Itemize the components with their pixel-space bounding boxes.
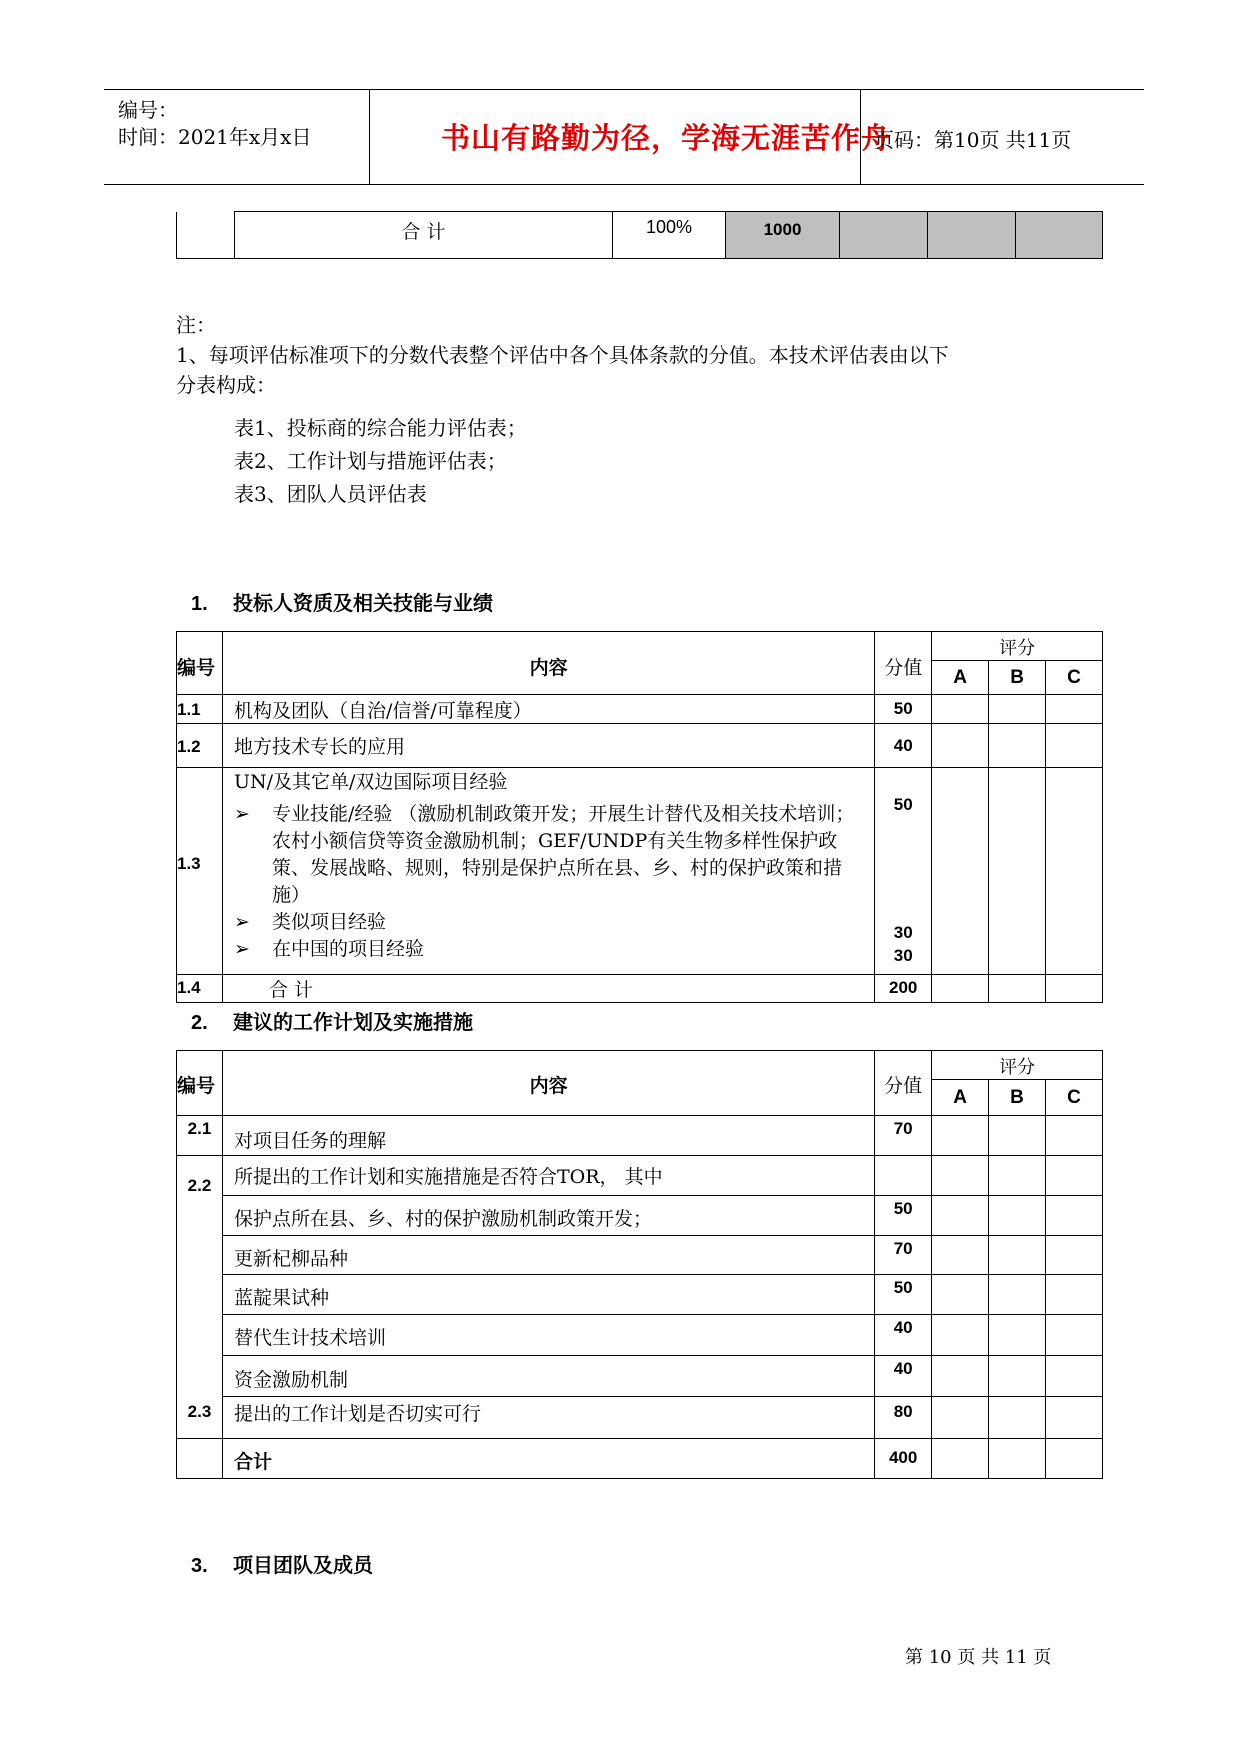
- s2-row-no-cell: [177, 1116, 223, 1156]
- s2-sub-content-cell: [222, 1236, 874, 1275]
- s2-row-content: 对项目任务的理解: [233, 1130, 386, 1152]
- header-motto: 书山有路勤为径，学海无涯苦作舟: [440, 121, 891, 155]
- s2-total-score-cell: [875, 1439, 932, 1479]
- total-rating-a-cell: [840, 212, 928, 259]
- page-footer: 第 10 页 共 11 页: [905, 1647, 1052, 1668]
- s1-header-a: A: [953, 667, 967, 688]
- s2-sub-content-cell: [222, 1196, 874, 1236]
- s2-row-score-cell: [875, 1397, 932, 1439]
- s1-row-b: [989, 724, 1046, 768]
- section1-title: 投标人资质及相关技能与业绩: [233, 593, 493, 615]
- s2-sub-score: 70: [893, 1239, 913, 1258]
- s1-row-score-cell: [875, 724, 932, 768]
- s1-total-no-cell: [177, 975, 223, 1003]
- s2-row-no-cell: [177, 1397, 223, 1439]
- s2-row-a: [932, 1397, 989, 1439]
- s1-row13-title: UN/及其它单/双边国际项目经验: [233, 771, 508, 793]
- s1-header-rating: 评分: [999, 638, 1036, 659]
- s2-row-c: [1046, 1236, 1103, 1275]
- s1-row13-bullet: [234, 801, 860, 909]
- s2-sub-content: 蓝靛果试种: [233, 1287, 329, 1309]
- s2-row-a: [932, 1439, 989, 1479]
- total-label-cell: [235, 212, 613, 259]
- s2-row22-title-cell: [222, 1156, 874, 1196]
- s2-header-a: A: [953, 1087, 967, 1108]
- total-score-cell: [726, 212, 840, 259]
- s1-row-b: [989, 695, 1046, 724]
- total-rating-b-cell: [928, 212, 1016, 259]
- section2-heading: [191, 1006, 473, 1035]
- s1-row-no: 1.1: [177, 700, 201, 719]
- s2-sub-score: 40: [893, 1318, 913, 1337]
- s1-header-no-cell: [177, 632, 223, 695]
- s1-row-c: [1046, 768, 1103, 975]
- s2-header-b-cell: [989, 1080, 1046, 1116]
- total-percent-cell: [613, 212, 726, 259]
- s1-header-rating-cell: [932, 632, 1103, 661]
- s2-row-a: [932, 1315, 989, 1356]
- section3-heading: [191, 1549, 373, 1578]
- total-table: [176, 211, 1103, 259]
- s1-header-score-cell: [875, 632, 932, 695]
- s1-row-c: [1046, 695, 1103, 724]
- s1-row-a: [932, 975, 989, 1003]
- s1-row13-score: 30: [893, 923, 913, 942]
- s1-row-no-cell: [177, 695, 223, 724]
- s1-row-b: [989, 975, 1046, 1003]
- note-item-1: 表1、投标商的综合能力评估表；: [234, 416, 527, 440]
- s2-header-no-cell: [177, 1051, 223, 1116]
- s2-sub-score-cell: [875, 1196, 932, 1236]
- s2-row-c: [1046, 1275, 1103, 1315]
- note-text-line2: 分表构成：: [176, 373, 276, 397]
- s2-sub-content-cell: [222, 1275, 874, 1315]
- s2-row-b: [989, 1116, 1046, 1156]
- s1-row-no: 1.2: [177, 737, 201, 756]
- s2-row-content-cell: [222, 1116, 874, 1156]
- s1-row-content: 机构及团队（自治/信誉/可靠程度）: [233, 700, 532, 722]
- s2-sub-content: 资金激励机制: [233, 1369, 348, 1391]
- s2-sub-content: 更新杞柳品种: [233, 1248, 348, 1270]
- s2-sub-content: 保护点所在县、乡、村的保护激励机制政策开发；: [233, 1208, 652, 1230]
- s1-row-content: 地方技术专长的应用: [233, 736, 405, 758]
- total-label: 合 计: [401, 221, 446, 243]
- s2-row-score: 80: [893, 1402, 913, 1421]
- arrow-bullet-icon: ➢: [233, 803, 250, 825]
- s2-row22-no-cell: [177, 1156, 223, 1397]
- s2-row-content: 提出的工作计划是否切实可行: [233, 1403, 481, 1425]
- s2-row-c: [1046, 1356, 1103, 1397]
- s2-total-score: 400: [888, 1448, 918, 1467]
- s2-row-b: [989, 1315, 1046, 1356]
- s1-header-score: 分值: [884, 657, 923, 679]
- total-rating-c-cell: [1016, 212, 1103, 259]
- s2-row-content-cell: [222, 1397, 874, 1439]
- section1-heading: [191, 587, 493, 616]
- s1-header-b-cell: [989, 661, 1046, 695]
- s1-row-content-cell: [222, 724, 874, 768]
- s2-header-rating-cell: [932, 1051, 1103, 1080]
- s2-row-b: [989, 1236, 1046, 1275]
- s2-sub-score-cell: [875, 1275, 932, 1315]
- s1-total-label: 合 计: [268, 979, 313, 1001]
- s2-header-b: B: [1010, 1087, 1024, 1108]
- s2-total-no-cell: [177, 1439, 223, 1479]
- s1-header-b: B: [1010, 667, 1024, 688]
- section2-number: 2.: [191, 1012, 208, 1034]
- total-percent: 100%: [645, 217, 693, 237]
- s2-row-b: [989, 1356, 1046, 1397]
- s2-sub-content: 替代生计技术培训: [233, 1327, 386, 1349]
- s2-sub-score: 50: [893, 1278, 913, 1297]
- s2-row-b: [989, 1196, 1046, 1236]
- s1-header-content: 内容: [529, 658, 568, 679]
- s2-row-a: [932, 1196, 989, 1236]
- s2-row-score: 70: [893, 1119, 913, 1138]
- s1-row13-score: 30: [893, 946, 913, 965]
- s1-total-score-cell: [875, 975, 932, 1003]
- s2-row-c: [1046, 1439, 1103, 1479]
- s1-header-c-cell: [1046, 661, 1103, 695]
- arrow-bullet-icon: ➢: [233, 938, 250, 960]
- section2-title: 建议的工作计划及实施措施: [233, 1012, 473, 1034]
- s1-row-a: [932, 768, 989, 975]
- s2-row-b: [989, 1156, 1046, 1196]
- s1-total-no: 1.4: [177, 978, 201, 997]
- s2-header-c-cell: [1046, 1080, 1103, 1116]
- s2-row-c: [1046, 1196, 1103, 1236]
- s2-sub-content-cell: [222, 1356, 874, 1397]
- s2-header-content: 内容: [529, 1076, 568, 1097]
- s1-row13-bullet-text: 在中国的项目经验: [271, 938, 424, 960]
- s2-sub-score-cell: [875, 1315, 932, 1356]
- arrow-bullet-icon: ➢: [233, 911, 250, 933]
- page-header: [104, 89, 1144, 185]
- note-title: 注：: [176, 313, 216, 337]
- s1-row13-no: 1.3: [177, 854, 201, 873]
- s1-row-c: [1046, 724, 1103, 768]
- s2-row-c: [1046, 1156, 1103, 1196]
- s1-header-a-cell: [932, 661, 989, 695]
- s1-row13-bullet-text: 专业技能/经验 （激励机制政策开发；开展生计替代及相关技术培训；农村小额信贷等资金激励机制；GEF/UNDP有关生物多样性保护政策、发展战略、规则，特别是保护点所在县、乡、村的保护政策和措施）: [271, 803, 855, 906]
- s2-header-c: C: [1067, 1087, 1081, 1108]
- section1-number: 1.: [191, 593, 208, 615]
- s1-row-score: 50: [893, 699, 913, 718]
- s2-sub-score-cell: [875, 1236, 932, 1275]
- note-text-line1: 1、每项评估标准项下的分数代表整个评估中各个具体条款的分值。本技术评估表由以下: [176, 343, 949, 367]
- s2-header-score: 分值: [884, 1075, 923, 1097]
- s1-header-no: 编号: [177, 658, 216, 679]
- s2-sub-content-cell: [222, 1315, 874, 1356]
- s2-row-a: [932, 1156, 989, 1196]
- s1-row-no-cell: [177, 724, 223, 768]
- s1-row13-bullet: [234, 909, 860, 936]
- document-time: 时间：2021年x月x日: [118, 125, 312, 149]
- s2-row-a: [932, 1356, 989, 1397]
- s2-header-rating: 评分: [999, 1057, 1036, 1078]
- document-number-label: 编号：: [118, 98, 178, 122]
- s2-total-label: 合计: [233, 1452, 272, 1473]
- s2-sub-score: 50: [893, 1199, 913, 1218]
- section3-number: 3.: [191, 1555, 208, 1577]
- s1-row-a: [932, 695, 989, 724]
- s1-total-label-cell: [222, 975, 874, 1003]
- s2-row22-title: 所提出的工作计划和实施措施是否符合TOR， 其中: [233, 1166, 663, 1188]
- s2-row-b: [989, 1439, 1046, 1479]
- s1-row-c: [1046, 975, 1103, 1003]
- note-item-3: 表3、团队人员评估表: [234, 482, 427, 506]
- s2-header-content-cell: [222, 1051, 874, 1116]
- s1-row-content-cell: [222, 695, 874, 724]
- total-score: 1000: [763, 220, 802, 239]
- s1-total-score: 200: [889, 978, 918, 997]
- s1-row13-score-cell: [875, 768, 932, 975]
- s2-row-score-cell: [875, 1116, 932, 1156]
- note-item-2: 表2、工作计划与措施评估表；: [234, 449, 507, 473]
- s1-row-score-cell: [875, 695, 932, 724]
- total-empty-cell: [177, 212, 235, 259]
- s2-total-label-cell: [222, 1439, 874, 1479]
- s2-row-c: [1046, 1116, 1103, 1156]
- s2-sub-score: 40: [893, 1359, 913, 1378]
- s1-header-content-cell: [222, 632, 874, 695]
- s2-sub-score-cell: [875, 1356, 932, 1397]
- s2-header-score-cell: [875, 1051, 932, 1116]
- s2-header-no: 编号: [177, 1076, 216, 1097]
- s2-row22-score-cell: [875, 1156, 932, 1196]
- s1-row13-bullet: [234, 936, 860, 963]
- s1-row-a: [932, 724, 989, 768]
- s1-row13-score: 50: [893, 795, 913, 814]
- page-info: 页码：第10页 共11页: [874, 128, 1072, 152]
- s1-row13-content-cell: [222, 768, 874, 975]
- s1-row-b: [989, 768, 1046, 975]
- section3-title: 项目团队及成员: [233, 1555, 373, 1577]
- s2-row-c: [1046, 1397, 1103, 1439]
- s2-row-b: [989, 1275, 1046, 1315]
- s1-row13-bullet-text: 类似项目经验: [271, 911, 386, 933]
- s2-row-c: [1046, 1315, 1103, 1356]
- s1-row-score: 40: [893, 736, 913, 755]
- s2-row-a: [932, 1236, 989, 1275]
- s2-row-b: [989, 1397, 1046, 1439]
- s2-row-a: [932, 1116, 989, 1156]
- section1-table: [176, 631, 1103, 1003]
- s2-header-a-cell: [932, 1080, 989, 1116]
- s1-header-c: C: [1067, 667, 1081, 688]
- s2-row-no: 2.1: [187, 1119, 212, 1138]
- s2-row-no: 2.3: [187, 1401, 212, 1421]
- s1-row13-no-cell: [177, 768, 223, 975]
- s2-row22-no: 2.2: [187, 1176, 212, 1195]
- s2-row-a: [932, 1275, 989, 1315]
- section2-table: [176, 1050, 1103, 1479]
